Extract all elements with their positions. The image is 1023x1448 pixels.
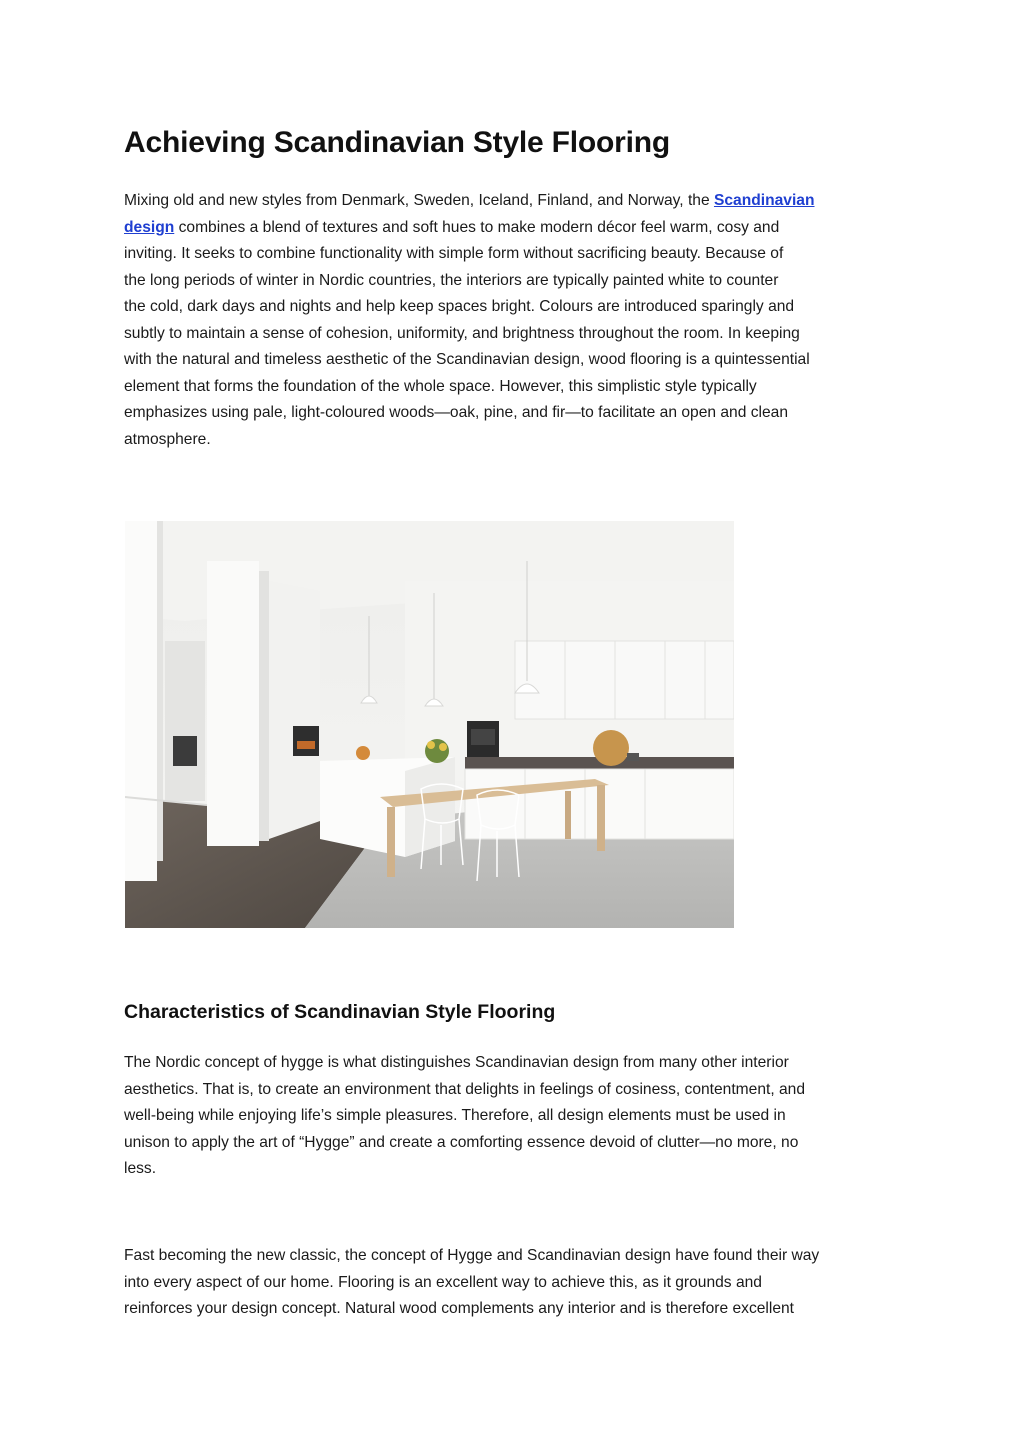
intro-line-2	[124, 215, 904, 242]
scandinavian-design-link[interactable]: Scandinavian	[713, 192, 815, 209]
kitchen-interior-photo	[125, 521, 734, 928]
intro-text-start: Mixing old and new styles from Denmark, Sweden, Iceland, Finland, and Norway, the	[124, 192, 714, 209]
intro-line: emphasizes using pale, light-coloured woods—oak, pine, and fir—to facilitate an open and clean	[124, 404, 789, 421]
classic-paragraph	[124, 1243, 904, 1323]
intro-line: with the natural and timeless aesthetic of the Scandinavian design, wood flooring is a quintessential	[124, 351, 810, 368]
intro-line: atmosphere.	[124, 430, 211, 448]
intro-line: the cold, dark days and nights and help keep spaces bright. Colours are introduced sparingly and	[124, 298, 795, 315]
paragraph-line: reinforces your design concept. Natural wood complements any interior and is therefore excellent	[124, 1300, 795, 1317]
kitchen-illustration	[125, 521, 734, 928]
page-title: Achieving Scandinavian Style Flooring	[124, 126, 671, 159]
scandinavian-design-link-continued[interactable]: design	[124, 218, 175, 236]
paragraph-line: well-being while enjoying life’s simple pleasures. Therefore, all design elements must be used in	[124, 1107, 786, 1124]
intro-line: subtly to maintain a sense of cohesion, uniformity, and brightness throughout the room. In keeping	[124, 324, 800, 342]
hygge-paragraph	[124, 1050, 904, 1183]
intro-line-1	[124, 188, 904, 215]
paragraph-line: less.	[124, 1160, 157, 1177]
paragraph-line: The Nordic concept of hygge is what distinguishes Scandinavian design from many other interior	[124, 1054, 789, 1071]
intro-line: element that forms the foundation of the whole space. However, this simplistic style typically	[124, 377, 757, 395]
intro-line: inviting. It seeks to combine functionality with simple form without sacrificing beauty. Because of	[124, 245, 784, 262]
intro-text-after-link: combines a blend of textures and soft hues to make modern décor feel warm, cosy and	[174, 218, 780, 236]
intro-paragraph	[124, 188, 904, 453]
paragraph-line: into every aspect of our home. Flooring is an excellent way to achieve this, as it grounds and	[124, 1273, 762, 1291]
paragraph-line: unison to apply the art of “Hygge” and create a comforting essence devoid of clutter—no more, no	[124, 1133, 799, 1151]
section-heading: Characteristics of Scandinavian Style Flooring	[124, 1001, 556, 1023]
paragraph-line: aesthetics. That is, to create an environment that delights in feelings of cosiness, contentment, and	[124, 1080, 806, 1098]
paragraph-line: Fast becoming the new classic, the concept of Hygge and Scandinavian design have found their way	[124, 1247, 820, 1264]
intro-line: the long periods of winter in Nordic countries, the interiors are typically painted white to counter	[124, 271, 779, 289]
